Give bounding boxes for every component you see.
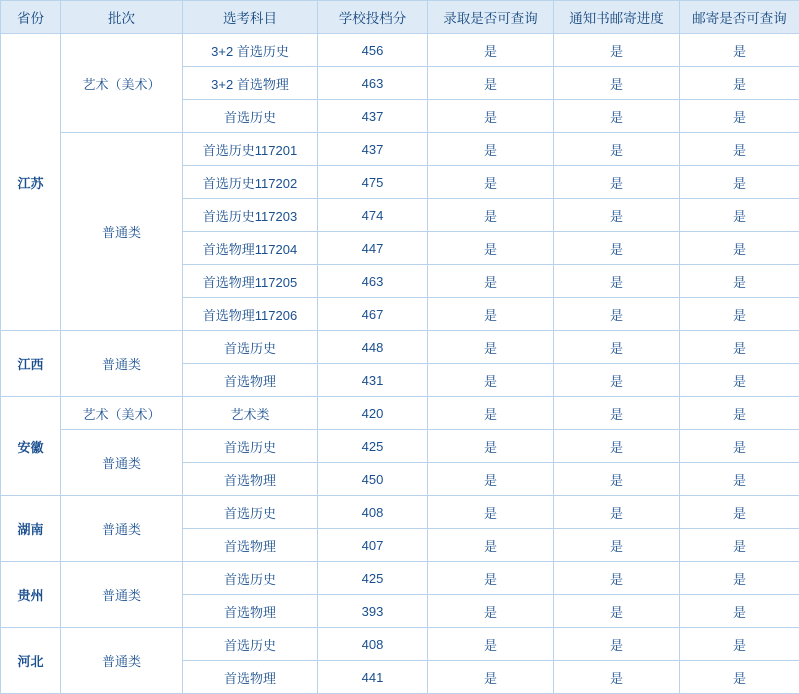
- cell-score: 408: [318, 496, 428, 529]
- cell-score: 407: [318, 529, 428, 562]
- cell-score: 475: [318, 166, 428, 199]
- cell-mail-progress: 是: [554, 496, 680, 529]
- cell-mail-queryable: 是: [680, 562, 799, 595]
- column-header-subject: 选考科目: [183, 1, 318, 34]
- cell-admission-queryable: 是: [428, 463, 554, 496]
- cell-admission-queryable: 是: [428, 232, 554, 265]
- cell-batch: 普通类: [61, 496, 183, 562]
- cell-mail-progress: 是: [554, 34, 680, 67]
- table-row: [1, 562, 799, 595]
- cell-subject: 首选历史117203: [183, 199, 318, 232]
- column-header-admission-queryable: 录取是否可查询: [428, 1, 554, 34]
- cell-mail-progress: 是: [554, 100, 680, 133]
- cell-subject: 首选物理117205: [183, 265, 318, 298]
- cell-mail-progress: 是: [554, 298, 680, 331]
- table-row: [1, 331, 799, 364]
- cell-mail-progress: 是: [554, 364, 680, 397]
- cell-batch: 普通类: [61, 331, 183, 397]
- cell-subject: 首选历史: [183, 430, 318, 463]
- cell-batch: 艺术（美术）: [61, 397, 183, 430]
- cell-admission-queryable: 是: [428, 496, 554, 529]
- cell-subject: 首选物理117206: [183, 298, 318, 331]
- cell-admission-queryable: 是: [428, 562, 554, 595]
- cell-subject: 3+2 首选物理: [183, 67, 318, 100]
- cell-batch: 普通类: [61, 562, 183, 628]
- cell-admission-queryable: 是: [428, 166, 554, 199]
- cell-mail-progress: 是: [554, 628, 680, 661]
- cell-batch: 普通类: [61, 628, 183, 694]
- cell-province: 河北: [1, 628, 61, 694]
- cell-subject: 首选历史: [183, 496, 318, 529]
- cell-score: 448: [318, 331, 428, 364]
- cell-mail-queryable: 是: [680, 430, 799, 463]
- cell-batch: 艺术（美术）: [61, 34, 183, 133]
- cell-subject: 首选历史117202: [183, 166, 318, 199]
- cell-subject: 首选历史: [183, 331, 318, 364]
- cell-subject: 首选物理: [183, 661, 318, 694]
- cell-mail-progress: 是: [554, 430, 680, 463]
- cell-mail-progress: 是: [554, 595, 680, 628]
- cell-subject: 首选历史: [183, 562, 318, 595]
- table-row: [1, 628, 799, 661]
- cell-score: 425: [318, 430, 428, 463]
- cell-subject: 首选历史117201: [183, 133, 318, 166]
- cell-mail-queryable: 是: [680, 100, 799, 133]
- column-header-mail-progress: 通知书邮寄进度: [554, 1, 680, 34]
- cell-admission-queryable: 是: [428, 661, 554, 694]
- cell-mail-queryable: 是: [680, 661, 799, 694]
- column-header-mail-queryable: 邮寄是否可查询: [680, 1, 799, 34]
- cell-score: 474: [318, 199, 428, 232]
- cell-mail-progress: 是: [554, 562, 680, 595]
- cell-province: 安徽: [1, 397, 61, 496]
- cell-mail-queryable: 是: [680, 232, 799, 265]
- cell-mail-progress: 是: [554, 331, 680, 364]
- cell-admission-queryable: 是: [428, 628, 554, 661]
- table-row: [1, 133, 799, 166]
- cell-mail-progress: 是: [554, 397, 680, 430]
- cell-mail-queryable: 是: [680, 628, 799, 661]
- cell-province: 江西: [1, 331, 61, 397]
- cell-admission-queryable: 是: [428, 199, 554, 232]
- table-row: [1, 430, 799, 463]
- cell-admission-queryable: 是: [428, 529, 554, 562]
- cell-subject: 首选物理: [183, 463, 318, 496]
- cell-score: 450: [318, 463, 428, 496]
- cell-mail-queryable: 是: [680, 67, 799, 100]
- cell-mail-progress: 是: [554, 166, 680, 199]
- cell-score: 463: [318, 67, 428, 100]
- cell-score: 447: [318, 232, 428, 265]
- column-header-score: 学校投档分: [318, 1, 428, 34]
- cell-province: 湖南: [1, 496, 61, 562]
- cell-mail-queryable: 是: [680, 199, 799, 232]
- cell-subject: 首选历史: [183, 100, 318, 133]
- cell-admission-queryable: 是: [428, 100, 554, 133]
- cell-mail-queryable: 是: [680, 133, 799, 166]
- cell-score: 437: [318, 100, 428, 133]
- cell-mail-progress: 是: [554, 529, 680, 562]
- cell-score: 441: [318, 661, 428, 694]
- cell-score: 437: [318, 133, 428, 166]
- cell-mail-queryable: 是: [680, 463, 799, 496]
- table-row: [1, 34, 799, 67]
- cell-admission-queryable: 是: [428, 265, 554, 298]
- cell-mail-queryable: 是: [680, 331, 799, 364]
- cell-admission-queryable: 是: [428, 331, 554, 364]
- cell-subject: 首选历史: [183, 628, 318, 661]
- cell-batch: 普通类: [61, 430, 183, 496]
- table-row: [1, 496, 799, 529]
- table-header: [1, 1, 799, 34]
- cell-admission-queryable: 是: [428, 397, 554, 430]
- cell-mail-progress: 是: [554, 463, 680, 496]
- cell-mail-queryable: 是: [680, 166, 799, 199]
- cell-mail-queryable: 是: [680, 298, 799, 331]
- cell-subject: 首选物理: [183, 595, 318, 628]
- cell-score: 456: [318, 34, 428, 67]
- cell-mail-progress: 是: [554, 265, 680, 298]
- cell-subject: 首选物理: [183, 364, 318, 397]
- cell-admission-queryable: 是: [428, 133, 554, 166]
- cell-score: 431: [318, 364, 428, 397]
- cell-score: 408: [318, 628, 428, 661]
- cell-score: 463: [318, 265, 428, 298]
- cell-subject: 艺术类: [183, 397, 318, 430]
- table-header-row: [1, 1, 799, 34]
- cell-score: 425: [318, 562, 428, 595]
- cell-subject: 3+2 首选历史: [183, 34, 318, 67]
- cell-admission-queryable: 是: [428, 430, 554, 463]
- cell-admission-queryable: 是: [428, 67, 554, 100]
- table-row: [1, 397, 799, 430]
- cell-mail-progress: 是: [554, 199, 680, 232]
- cell-mail-queryable: 是: [680, 397, 799, 430]
- column-header-province: 省份: [1, 1, 61, 34]
- cell-province: 贵州: [1, 562, 61, 628]
- cell-mail-progress: 是: [554, 133, 680, 166]
- cell-admission-queryable: 是: [428, 595, 554, 628]
- column-header-batch: 批次: [61, 1, 183, 34]
- cell-subject: 首选物理: [183, 529, 318, 562]
- cell-admission-queryable: 是: [428, 298, 554, 331]
- cell-mail-queryable: 是: [680, 595, 799, 628]
- cell-admission-queryable: 是: [428, 364, 554, 397]
- table-body: [1, 34, 799, 694]
- cell-province: 江苏: [1, 34, 61, 331]
- cell-score: 393: [318, 595, 428, 628]
- cell-mail-progress: 是: [554, 67, 680, 100]
- cell-mail-queryable: 是: [680, 529, 799, 562]
- cell-score: 467: [318, 298, 428, 331]
- cell-mail-queryable: 是: [680, 265, 799, 298]
- cell-subject: 首选物理117204: [183, 232, 318, 265]
- cell-mail-queryable: 是: [680, 364, 799, 397]
- cell-batch: 普通类: [61, 133, 183, 331]
- cell-mail-queryable: 是: [680, 34, 799, 67]
- cell-mail-progress: 是: [554, 661, 680, 694]
- cell-mail-progress: 是: [554, 232, 680, 265]
- cell-score: 420: [318, 397, 428, 430]
- cell-mail-queryable: 是: [680, 496, 799, 529]
- cell-admission-queryable: 是: [428, 34, 554, 67]
